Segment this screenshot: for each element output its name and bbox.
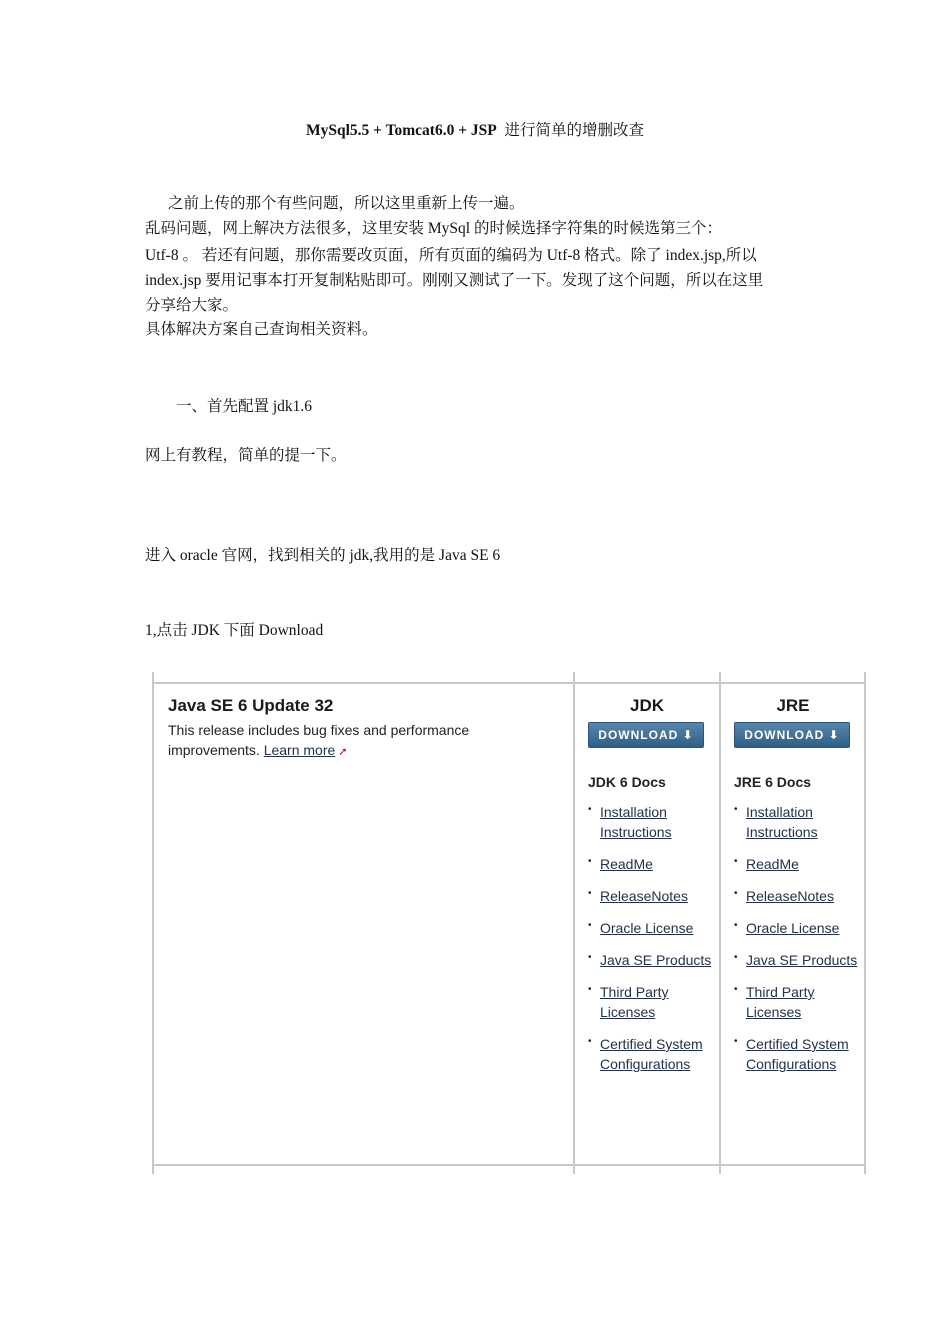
jre-docs-list — [734, 802, 864, 1074]
jdk-column — [588, 696, 718, 1086]
list-item — [734, 854, 864, 874]
list-item — [588, 886, 718, 906]
jdk-docs-heading: JDK 6 Docs — [588, 774, 666, 790]
jre-link-java-se-products[interactable]: Java SE Products — [746, 952, 858, 968]
jre-link-readme[interactable]: ReadMe — [746, 856, 799, 872]
jdk-link-certified[interactable]: Certified System Configurations — [600, 1036, 703, 1072]
jdk-heading: JDK — [629, 696, 664, 715]
paragraph-line-6: 具体解决方案自己查询相关资料。 — [145, 321, 378, 338]
title-bold: MySql5.5 + Tomcat6.0 + JSP — [305, 122, 497, 139]
frame-top-border — [152, 682, 866, 684]
jre-download-label: DOWNLOAD — [744, 728, 825, 742]
jdk-link-installation[interactable]: Installation Instructions — [600, 804, 672, 840]
paragraph-line-4: index.jsp 要用记事本打开复制粘贴即可。刚刚又测试了一下。发现了这个问题，所以在这里 — [145, 272, 764, 289]
red-arrow-icon: ➚ — [338, 746, 348, 758]
step-1: 1,点击 JDK 下面 Download — [145, 622, 324, 639]
list-item — [734, 802, 864, 842]
oracle-note: 进入 oracle 官网，找到相关的 jdk,我用的是 Java SE 6 — [145, 547, 501, 564]
paragraph-line-3: Utf-8 。 若还有问题，那你需要改页面，所有页面的编码为 Utf-8 格式。除了 index.jsp,所以 — [145, 247, 757, 264]
paragraph-line-2: 乱码问题，网上解决方法很多，这里安装 MySql 的时候选择字符集的时候选第三个： — [145, 220, 722, 237]
frame-left-border — [152, 672, 154, 1174]
list-item — [588, 950, 718, 970]
jre-docs-heading: JRE 6 Docs — [734, 774, 812, 790]
list-item — [734, 950, 864, 970]
list-item — [734, 1034, 864, 1074]
download-screenshot — [152, 672, 868, 1174]
jre-link-third-party[interactable]: Third Party Licenses — [746, 984, 815, 1020]
section-heading: 一、首先配置 jdk1.6 — [176, 398, 313, 415]
list-item — [588, 802, 718, 842]
jdk-link-oracle-license[interactable]: Oracle License — [600, 920, 694, 936]
frame-bottom-border — [152, 1164, 866, 1166]
list-item — [588, 918, 718, 938]
tutorial-note: 网上有教程，简单的提一下。 — [145, 447, 347, 464]
product-description — [168, 720, 558, 762]
jre-link-releasenotes[interactable]: ReleaseNotes — [746, 888, 834, 904]
column-divider-1 — [573, 672, 575, 1174]
jre-link-certified[interactable]: Certified System Configurations — [746, 1036, 849, 1072]
download-arrow-icon: ⬇ — [828, 728, 840, 742]
jdk-link-third-party[interactable]: Third Party Licenses — [600, 984, 669, 1020]
list-item — [734, 886, 864, 906]
download-arrow-icon: ⬇ — [682, 728, 694, 742]
list-item — [588, 854, 718, 874]
title-rest: 进行简单的增删改查 — [504, 122, 645, 139]
list-item — [734, 918, 864, 938]
jre-link-oracle-license[interactable]: Oracle License — [746, 920, 840, 936]
jre-download-button[interactable] — [734, 722, 850, 748]
jre-heading: JRE — [776, 696, 810, 715]
document-title — [0, 118, 950, 140]
jre-column — [734, 696, 864, 1086]
jdk-docs-list — [588, 802, 718, 1074]
jdk-link-releasenotes[interactable]: ReleaseNotes — [600, 888, 688, 904]
paragraph-line-5: 分享给大家。 — [145, 297, 239, 314]
frame-right-border — [864, 672, 866, 1174]
list-item — [734, 982, 864, 1022]
paragraph-line-1: 之前上传的那个有些问题，所以这里重新上传一遍。 — [168, 195, 525, 212]
jdk-link-readme[interactable]: ReadMe — [600, 856, 653, 872]
jdk-download-button[interactable] — [588, 722, 704, 748]
jdk-link-java-se-products[interactable]: Java SE Products — [600, 952, 712, 968]
list-item — [588, 982, 718, 1022]
product-desc-text: This release includes bug fixes and performance improvements. — [168, 722, 470, 758]
learn-more-link[interactable]: Learn more — [263, 742, 336, 758]
product-cell — [168, 696, 558, 762]
jre-link-installation[interactable]: Installation Instructions — [746, 804, 818, 840]
jdk-download-label: DOWNLOAD — [598, 728, 679, 742]
column-divider-2 — [719, 672, 721, 1174]
list-item — [588, 1034, 718, 1074]
product-title: Java SE 6 Update 32 — [168, 696, 334, 715]
